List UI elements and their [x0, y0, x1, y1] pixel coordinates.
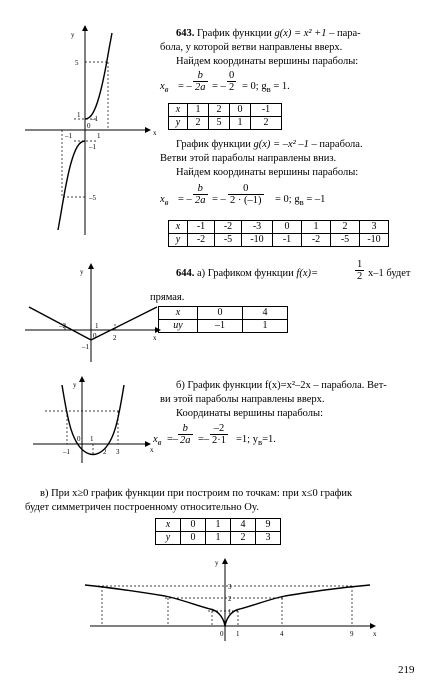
p644-c-line1: в) При x≥0 график функции при построим по точкам: при x≤0 график: [40, 488, 353, 499]
tick-m2: –2: [59, 322, 66, 330]
line-right: [91, 307, 157, 340]
frac-den: 2: [229, 82, 235, 93]
p644-b-line3: Координаты вершины параболы:: [176, 408, 323, 419]
res2: = 0; g: [275, 194, 300, 205]
p644-table-a: [158, 306, 288, 333]
origin-label: 0: [77, 435, 81, 443]
table-row: [169, 221, 389, 234]
p643-table2: [168, 220, 389, 247]
x-label: x: [373, 630, 377, 638]
p643-l4: График функции: [176, 139, 251, 150]
graph-643: [25, 25, 175, 240]
table-header: x: [156, 519, 181, 532]
frac-num: 0: [229, 70, 235, 81]
origin-label: 0: [220, 630, 224, 638]
table-cell: 2: [231, 532, 256, 545]
p643-res1: [242, 81, 290, 95]
x-axis-arrow: [370, 623, 376, 629]
p643-eq2: g(x) = –x² –1: [253, 139, 309, 150]
minus: –: [186, 194, 192, 205]
table-header: x: [169, 104, 188, 117]
p643-l1b: – пара-: [326, 28, 361, 39]
sqrt-left: [85, 585, 225, 626]
tick-1: 1: [95, 322, 99, 330]
p643-res2: [275, 194, 325, 208]
graph-644a: [25, 262, 165, 367]
x-label: x: [150, 446, 154, 454]
frac-b-2a-2: [193, 183, 208, 206]
p644-a-line2: прямая.: [150, 292, 185, 303]
frac-0-2: [227, 70, 236, 93]
tick-y1: 1: [228, 608, 232, 616]
tick-y2: 2: [228, 595, 232, 603]
tick-2: 2: [103, 448, 107, 456]
p644-table-c: [155, 518, 281, 545]
eq: =: [212, 194, 218, 205]
table-header: y: [169, 117, 188, 130]
tick-1: 1: [90, 435, 94, 443]
table-cell: -10: [242, 234, 273, 247]
table-row: [169, 234, 389, 247]
p644-a-tail: x–1 будет: [368, 268, 411, 279]
table-cell: 0: [181, 519, 206, 532]
frac-b-2a: [193, 70, 208, 93]
eq: =: [167, 434, 173, 445]
p643-line3: Найдем координаты вершины параболы:: [176, 56, 359, 67]
res2-val: = –1: [303, 194, 326, 205]
frac-den: 2 · (–1): [230, 195, 262, 206]
p643-eq-d: [212, 194, 226, 206]
table-header: y: [169, 234, 188, 247]
table-cell: –1: [198, 320, 243, 333]
res2-sub: в: [299, 197, 304, 208]
frac-num: b: [193, 183, 208, 195]
frac-num: b: [178, 423, 193, 435]
graph-644b: [25, 375, 165, 465]
y-label: y: [73, 381, 77, 389]
p644-a-func: f(x)=: [296, 268, 319, 279]
minus: –: [220, 81, 226, 92]
tick-y1: 1: [77, 111, 81, 119]
y-label: y: [80, 268, 84, 276]
table-row: [159, 307, 288, 320]
table-cell: -2: [302, 234, 331, 247]
table-cell: -5: [215, 234, 242, 247]
y-axis-arrow: [79, 376, 85, 382]
frac-0-2m1: [228, 183, 264, 206]
frac-den: 2: [357, 271, 363, 282]
table-header: uy: [159, 320, 198, 333]
table-cell: -2: [188, 234, 215, 247]
table-cell: 2: [188, 117, 209, 130]
table-cell: -1: [273, 234, 302, 247]
xv-sub: в: [164, 84, 169, 95]
table-cell: 3: [360, 221, 389, 234]
p643-eq1: g(x) = x² +1: [274, 28, 327, 39]
b-res-val: =1.: [262, 434, 276, 445]
tick-m5: –5: [89, 194, 96, 202]
graph-644c: [90, 555, 390, 645]
frac-den: 2a: [180, 435, 191, 446]
p644-a-line1: [176, 268, 318, 280]
table-row: [156, 519, 281, 532]
p643-xv: [160, 81, 168, 95]
eq: =: [212, 81, 218, 92]
tick-3: 3: [116, 448, 120, 456]
res1-val: = 1.: [270, 81, 290, 92]
tick-ym1b: –1: [91, 115, 98, 123]
p643-line1: [176, 28, 361, 40]
table-cell: 2: [331, 221, 360, 234]
table-cell: 1: [243, 320, 288, 333]
p643-line2: бола, у которой ветви направлены вверх.: [160, 42, 343, 53]
res1: = 0; g: [242, 81, 267, 92]
frac-num: b: [193, 70, 208, 82]
frac-den: 2·1: [212, 435, 226, 446]
p643-line4: [176, 139, 363, 151]
table-cell: -5: [331, 234, 360, 247]
table-cell: -2: [215, 221, 242, 234]
p643-table1: [168, 103, 282, 130]
table-cell: -3: [242, 221, 273, 234]
table-row: [169, 117, 282, 130]
table-cell: -1: [251, 104, 282, 117]
p644-b-line2: ви этой параболы направлены вверх.: [160, 394, 325, 405]
table-cell: 0: [198, 307, 243, 320]
table-header: x: [159, 307, 198, 320]
page-number: 219: [398, 664, 415, 676]
xv-x: x: [160, 81, 165, 92]
minus: –: [220, 194, 226, 205]
p644-a-text: а) Графиком функции: [197, 268, 294, 279]
table-cell: 9: [256, 519, 281, 532]
p644-c-line2: будет симметричен построенному относительно Oy.: [25, 502, 260, 513]
y-axis-arrow: [222, 558, 228, 564]
p644-b-xv: [153, 434, 161, 448]
origin-label: 0: [93, 332, 97, 340]
eq: =: [178, 81, 184, 92]
p643-eq-b: [212, 81, 226, 93]
xv-x: x: [160, 194, 165, 205]
table-cell: 2: [209, 104, 230, 117]
frac-num: 1: [357, 259, 363, 270]
table-cell: 1: [230, 117, 251, 130]
frac-num: –2: [210, 423, 228, 435]
p644-b-res: [236, 434, 276, 448]
eq: =: [178, 194, 184, 205]
table-cell: 0: [230, 104, 251, 117]
xv-x: x: [153, 434, 158, 445]
table-cell: 1: [302, 221, 331, 234]
table-cell: 4: [231, 519, 256, 532]
table-cell: 1: [206, 532, 231, 545]
p643-line5: Ветви этой параболы направлены вниз.: [160, 153, 337, 164]
tick-5: 5: [75, 59, 79, 67]
b-res-sub: в: [257, 437, 263, 448]
p644-number: 644.: [176, 268, 195, 279]
tick-9: 9: [350, 630, 354, 638]
tick-y3: 3: [228, 583, 232, 591]
p643-l4b: – парабола.: [308, 139, 363, 150]
sqrt-right: [225, 585, 370, 626]
p643-l1: График функции: [197, 28, 272, 39]
frac-1-2: [355, 259, 364, 282]
tick-m1: –1: [63, 448, 70, 456]
x-label: x: [153, 129, 157, 137]
tick-4: 4: [280, 630, 284, 638]
table-cell: 0: [273, 221, 302, 234]
p644-b-line1: б) График функции f(x)=x²–2x – парабола. Вет-: [176, 380, 387, 391]
table-cell: 2: [251, 117, 282, 130]
table-cell: -1: [188, 221, 215, 234]
res1-sub: в: [266, 84, 271, 95]
origin-label: 0: [87, 122, 91, 130]
y-axis-arrow: [88, 263, 94, 269]
table-header: y: [156, 532, 181, 545]
table-header: x: [169, 221, 188, 234]
table-cell: 5: [209, 117, 230, 130]
frac-den: 2a: [195, 82, 206, 93]
tick-ym1: –1: [89, 143, 96, 151]
p643-line6: Найдем координаты вершины параболы:: [176, 167, 359, 178]
table-row: [159, 320, 288, 333]
p643-xv2: [160, 194, 168, 208]
minus: –: [172, 434, 179, 445]
tick-1: 1: [236, 630, 240, 638]
table-cell: 3: [256, 532, 281, 545]
tick-m1: –1: [65, 132, 72, 140]
table-cell: 1: [188, 104, 209, 117]
tick-1: 1: [97, 132, 101, 140]
table-cell: -10: [360, 234, 389, 247]
table-row: [156, 532, 281, 545]
xv-sub: в: [157, 437, 162, 448]
y-label: y: [215, 559, 219, 567]
p644-b-eq-a: [167, 434, 178, 446]
table-cell: 0: [181, 532, 206, 545]
p644-b-eq-b: [198, 434, 209, 446]
p643-eq-c: [178, 194, 192, 206]
x-axis-arrow: [145, 127, 151, 133]
y-label: y: [71, 31, 75, 39]
xv-sub: в: [164, 197, 169, 208]
minus: –: [203, 434, 210, 445]
table-cell: 4: [243, 307, 288, 320]
p643-number: 643.: [176, 28, 195, 39]
b-res: =1; y: [236, 434, 258, 445]
p643-eq-a: [178, 81, 192, 93]
frac-num: 0: [228, 183, 264, 195]
eq: =: [198, 434, 204, 445]
y-axis-arrow: [82, 25, 88, 31]
x-label: x: [153, 334, 157, 342]
table-row: [169, 104, 282, 117]
frac-den: 2a: [195, 195, 206, 206]
minus: –: [186, 81, 192, 92]
frac-b-2a-b: [178, 423, 193, 446]
frac-m2-2: [210, 423, 228, 446]
tick-2: 2: [113, 334, 117, 342]
tick-m1: –1: [82, 343, 89, 351]
table-cell: 1: [206, 519, 231, 532]
